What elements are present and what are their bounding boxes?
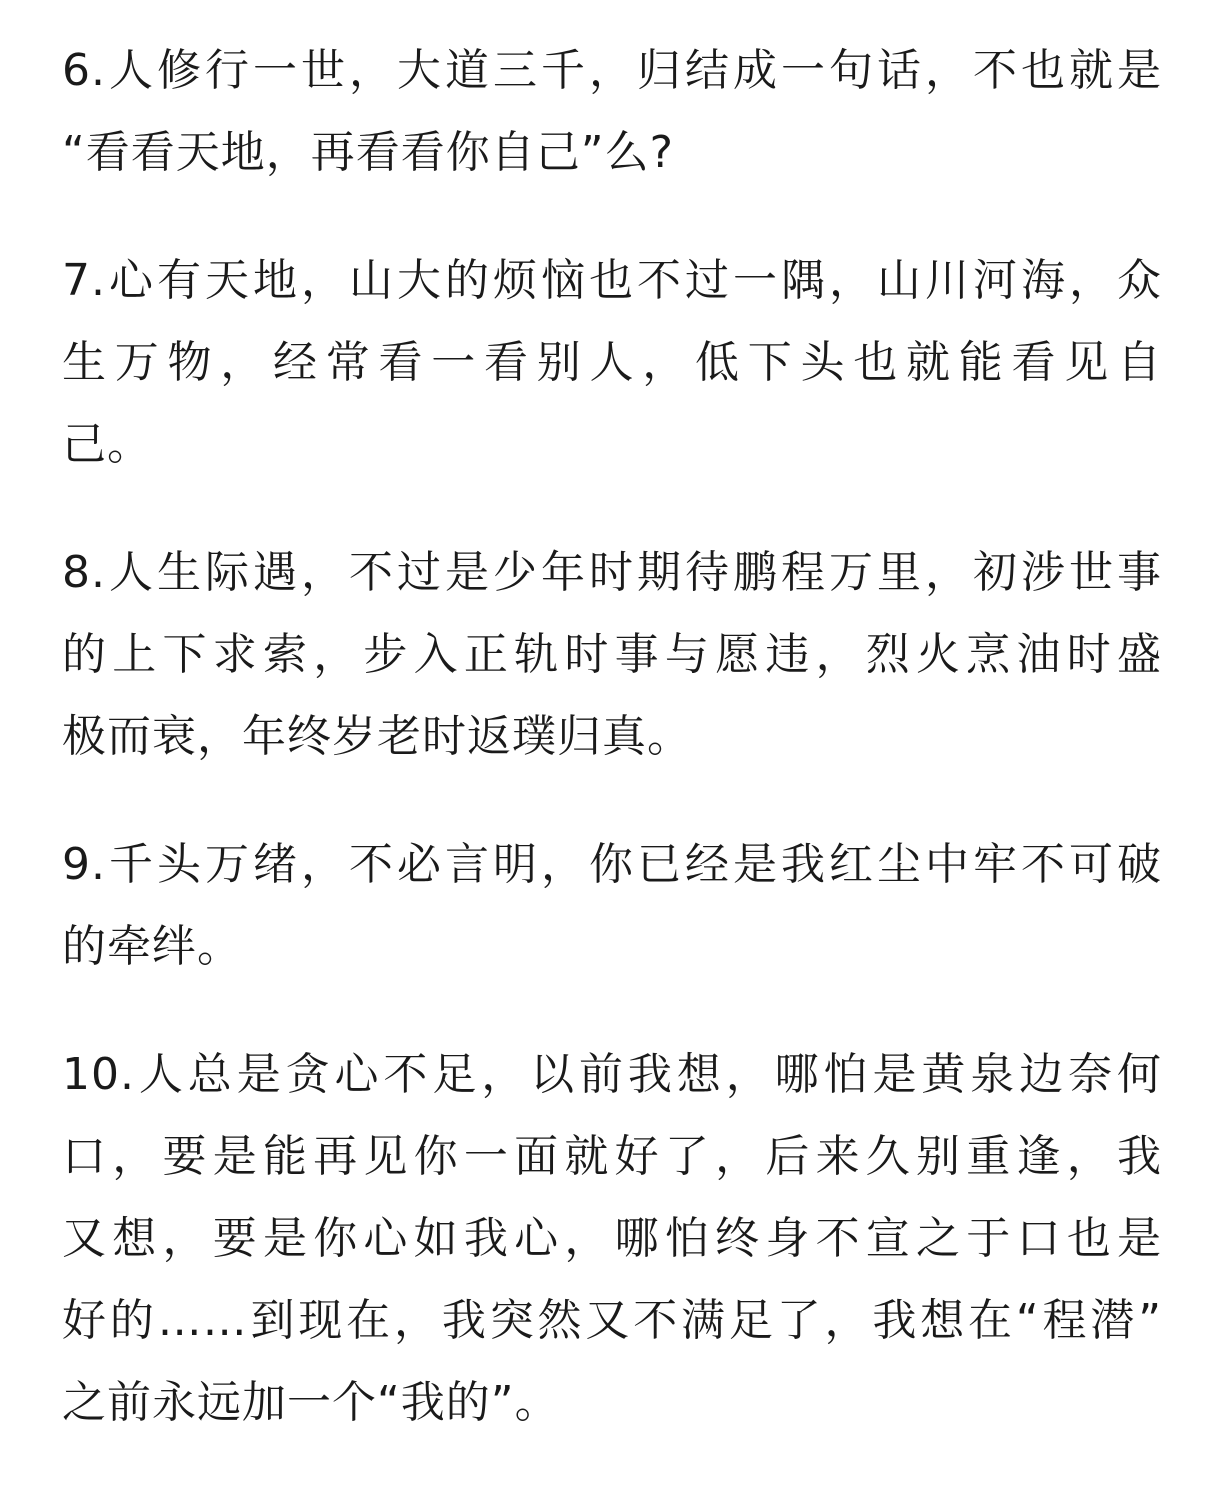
text-line: “看看天地，再看看你自己”么? xyxy=(62,127,674,178)
paragraph-7 xyxy=(62,240,1162,486)
text-line: 8.人生际遇，不过是少年时期待鹏程万里，初涉世事 xyxy=(62,547,1162,598)
text-line: 10.人总是贪心不足，以前我想，哪怕是黄泉边奈何 xyxy=(62,1049,1162,1100)
text-line: 极而衰，年终岁老时返璞归真。 xyxy=(62,711,692,762)
text-line: 7.心有天地，山大的烦恼也不过一隅，山川河海，众 xyxy=(62,255,1162,306)
text-line: 9.千头万绪，不必言明，你已经是我红尘中牢不可破 xyxy=(62,839,1162,890)
text-line: 口，要是能再见你一面就好了，后来久别重逢，我 xyxy=(62,1131,1162,1182)
paragraph-10 xyxy=(62,1034,1162,1444)
text-line: 生万物，经常看一看别人，低下头也就能看见自 xyxy=(62,337,1162,388)
text-line: 的牵绊。 xyxy=(62,921,242,972)
text-line: 的上下求索，步入正轨时事与愿违，烈火烹油时盛 xyxy=(62,629,1162,680)
text-line: 又想，要是你心如我心，哪怕终身不宣之于口也是 xyxy=(62,1213,1162,1264)
text-line: 好的……到现在，我突然又不满足了，我想在“程潜” xyxy=(62,1295,1162,1346)
text-line: 己。 xyxy=(62,419,152,470)
paragraph-8 xyxy=(62,532,1162,778)
text-line: 6.人修行一世，大道三千，归结成一句话，不也就是 xyxy=(62,45,1162,96)
paragraph-6 xyxy=(62,30,1162,194)
paragraph-9 xyxy=(62,824,1162,988)
text-line: 之前永远加一个“我的”。 xyxy=(62,1377,560,1428)
document-page xyxy=(62,30,1162,1490)
